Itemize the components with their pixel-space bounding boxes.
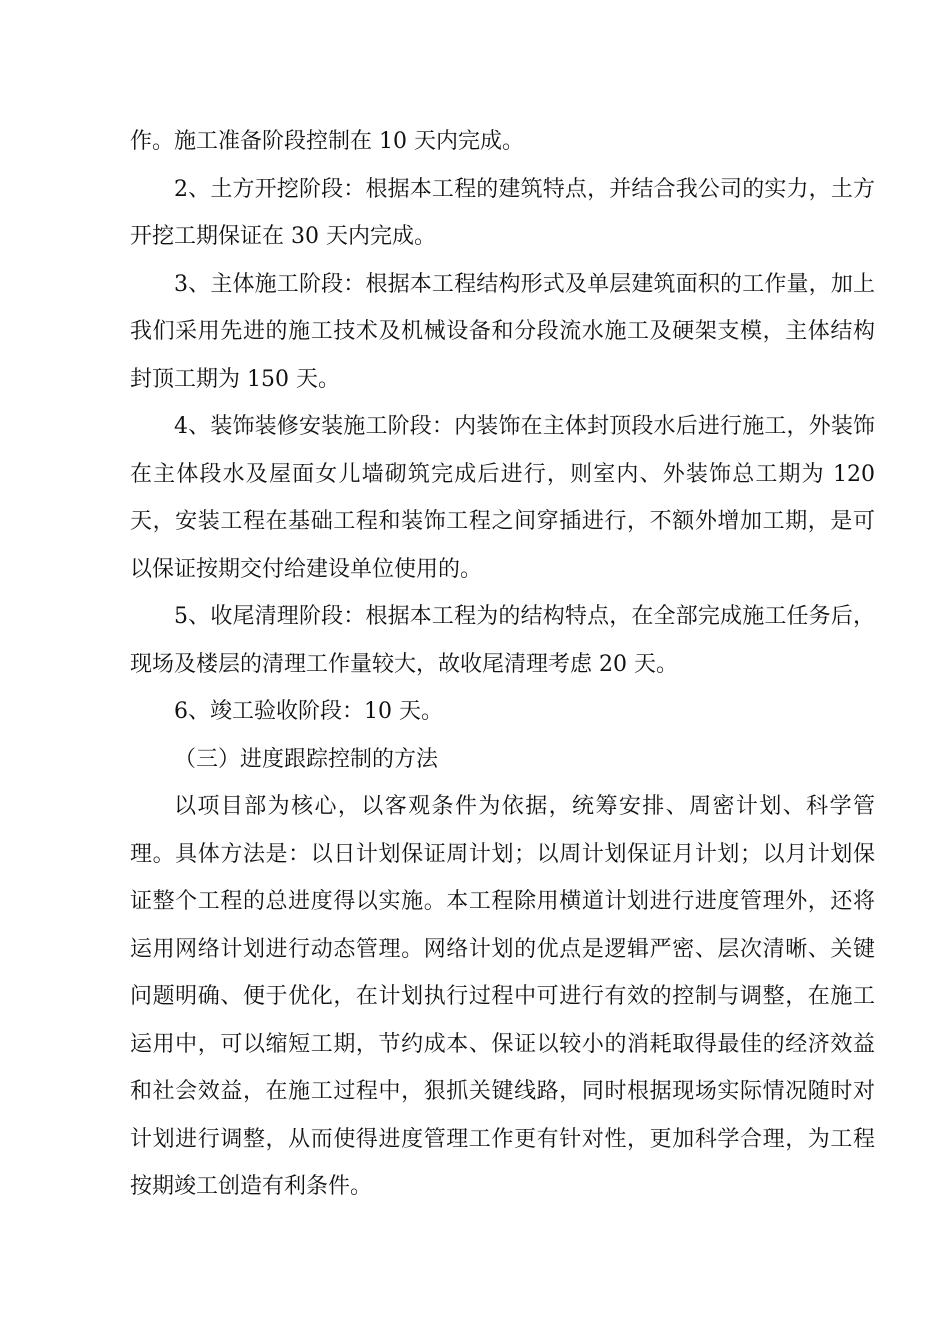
paragraph-continuation: 作。施工准备阶段控制在 10 天内完成。 [130, 129, 524, 154]
paragraph-progress-tracking-method: 以项目部为核心，以客观条件为依据，统筹安排、周密计划、科学管理。具体方法是：以日计划保证周计划；以周计划保证月计划；以月计划保证整个工程的总进度得以实施。本工程除用横道计划进行进度管理外，还将运用网络计划进行动态管理。网络计划的优点是逻辑严密、层次清晰、关键问题明确、便于优化，在计划执行过程中可进行有效的控制与调整，在施工运用中，可以缩短工期，节约成本、保证以较小的消耗取得最佳的经济效益和社会效益，在施工过程中，狠抓关键线路，同时根据现场实际情况随时对计划进行调整，从而使得进度管理工作更有针对性，更加科学合理，为工程按期竣工创造有利条件。 [130, 794, 875, 1199]
section-heading-progress-tracking: （三）进度跟踪控制的方法 [174, 746, 439, 772]
paragraph-main-structure-stage: 3、主体施工阶段：根据本工程结构形式及单层建筑面积的工作量，加上我们采用先进的施工技术及机械设备和分段流水施工及硬架支模，主体结构封顶工期为 150 天。 [130, 271, 875, 392]
paragraph-decoration-stage: 4、装饰装修安装施工阶段：内装饰在主体封顶段水后进行施工，外装饰在主体段水及屋面女儿墙砌筑完成后进行，则室内、外装饰总工期为 120 天，安装工程在基础工程和装饰工程之间穿插进行，不额外增加工期，是可以保证按期交付给建设单位使用的。 [130, 414, 875, 582]
document-body [130, 118, 875, 1211]
paragraph-acceptance-stage: 6、竣工验收阶段：10 天。 [174, 699, 443, 724]
paragraph-cleanup-stage: 5、收尾清理阶段：根据本工程为的结构特点，在全部完成施工任务后，现场及楼层的清理工作量较大，故收尾清理考虑 20 天。 [130, 604, 875, 677]
paragraph-earthwork-stage: 2、土方开挖阶段：根据本工程的建筑特点，并结合我公司的实力，土方开挖工期保证在 30 天内完成。 [130, 176, 875, 249]
